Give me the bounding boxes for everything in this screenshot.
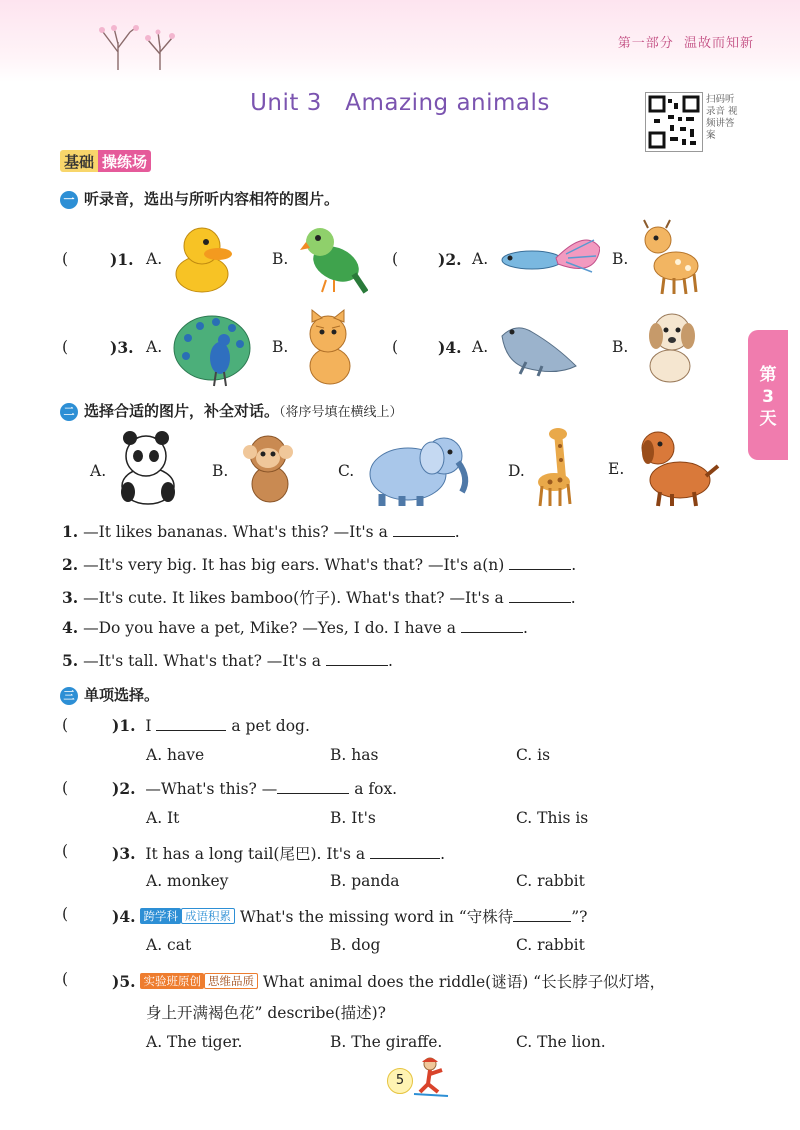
option-label: B.: [612, 250, 629, 268]
answer-blank[interactable]: [277, 779, 349, 794]
answer-paren[interactable]: (: [62, 842, 69, 860]
panda-icon[interactable]: [112, 430, 182, 506]
section-tag-part1: 基础: [60, 150, 98, 172]
picture-label: C.: [338, 462, 355, 480]
mcq-text-line2: 身上开满褐色花” describe(描述)?: [146, 1004, 386, 1022]
mcq-option-c[interactable]: C. rabbit: [516, 936, 585, 954]
mcq-option-c[interactable]: C. is: [516, 746, 551, 764]
dialog-text: —It likes bananas. What's this? —It's a: [83, 523, 388, 541]
dialog-item: [62, 555, 576, 574]
answer-blank[interactable]: [370, 844, 440, 859]
answer-blank[interactable]: [461, 618, 523, 633]
page-title: Unit 3 Amazing animals: [250, 90, 550, 116]
answer-paren[interactable]: (: [62, 970, 69, 988]
picture-label: B.: [212, 462, 229, 480]
mcq-number: )5.: [112, 972, 136, 991]
fish-icon[interactable]: [496, 228, 600, 290]
dialog-number: 4.: [62, 618, 79, 637]
dialog-text: —It's cute. It likes bamboo(竹子). What's that? —It's a: [83, 589, 504, 607]
answer-paren[interactable]: (: [392, 250, 399, 268]
answer-paren[interactable]: (: [62, 338, 69, 356]
section-3-heading: [60, 684, 159, 705]
option-label: B.: [272, 338, 289, 356]
option-label: B.: [612, 338, 629, 356]
answer-paren[interactable]: (: [392, 338, 399, 356]
question-number: )4.: [438, 338, 462, 357]
mcq-option-a[interactable]: A. have: [146, 746, 205, 764]
mcq-text: —What's this? —: [145, 780, 278, 798]
answer-paren[interactable]: (: [62, 250, 69, 268]
mcq-text-end: .: [440, 845, 445, 863]
deer-icon[interactable]: [636, 218, 708, 296]
answer-blank[interactable]: [513, 907, 571, 922]
section-tag: [60, 150, 151, 172]
section-1-title: 听录音，选出与所听内容相符的图片。: [84, 190, 340, 208]
tag-cross-subject: 跨学科: [140, 908, 181, 924]
mcq-text-end: ”?: [571, 908, 588, 926]
duck-icon[interactable]: [172, 222, 234, 294]
section-2-title: 选择合适的图片，补全对话。: [84, 402, 280, 420]
mcq-option-a[interactable]: A. It: [146, 809, 180, 827]
dialog-item: [62, 586, 576, 608]
side-tab-line1: 第: [759, 365, 777, 385]
elephant-icon[interactable]: [362, 428, 474, 508]
mcq-text: What animal does the riddle(谜语) “长长脖子似灯塔，: [262, 973, 666, 991]
header-title: [618, 32, 754, 51]
dialog-end: .: [570, 589, 576, 607]
option-label: A.: [472, 338, 489, 356]
picture-label: A.: [90, 462, 107, 480]
mcq-text: I: [145, 717, 152, 735]
peacock-icon[interactable]: [172, 308, 258, 388]
side-tab-line3: 天: [759, 409, 777, 429]
dialog-end: .: [454, 523, 460, 541]
picture-label: D.: [508, 462, 525, 480]
dialog-number: 3.: [62, 588, 79, 607]
dialog-item: [62, 618, 528, 637]
answer-blank[interactable]: [509, 555, 571, 570]
answer-paren[interactable]: (: [62, 716, 69, 734]
option-label: A.: [472, 250, 489, 268]
option-label: A.: [146, 250, 163, 268]
dialog-text: —It's tall. What's that? —It's a: [83, 652, 322, 670]
mcq-option-a[interactable]: A. The tiger.: [146, 1033, 243, 1051]
qr-caption: 扫码听录音 视频讲答案: [706, 94, 738, 141]
section-2-heading: [60, 400, 403, 421]
header-subtitle: 温故而知新: [683, 36, 754, 51]
answer-blank[interactable]: [326, 651, 388, 666]
mcq-text: It has a long tail(尾巴). It's a: [145, 845, 366, 863]
monkey-icon[interactable]: [236, 430, 300, 506]
mcq-option-b[interactable]: B. The giraffe.: [330, 1033, 443, 1051]
dialog-text: —It's very big. It has big ears. What's that? —It's a(n): [83, 556, 505, 574]
section-3-title: 单项选择。: [84, 686, 160, 704]
mcq-number: )4.: [112, 907, 136, 926]
answer-paren[interactable]: (: [62, 905, 69, 923]
mcq-number: )3.: [112, 844, 136, 863]
mcq-option-b[interactable]: B. panda: [330, 872, 400, 890]
dialog-end: .: [387, 652, 393, 670]
skier-icon: [412, 1056, 450, 1098]
mcq-text-end: a fox.: [354, 780, 398, 798]
mcq-stem: [112, 905, 587, 927]
mcq-stem: [112, 716, 310, 735]
section-1-heading: [60, 188, 339, 209]
qr-code[interactable]: [645, 92, 703, 152]
option-label: A.: [146, 338, 163, 356]
mcq-stem: [112, 970, 665, 992]
mcq-option-a[interactable]: A. monkey: [146, 872, 229, 890]
dialog-item: [62, 651, 393, 670]
mcq-option-c[interactable]: C. The lion.: [516, 1033, 606, 1051]
mcq-option-b[interactable]: B. It's: [330, 809, 376, 827]
mcq-option-c[interactable]: C. This is: [516, 809, 589, 827]
giraffe-icon[interactable]: [530, 426, 576, 508]
dialog-end: .: [571, 556, 577, 574]
question-number: )1.: [110, 250, 134, 269]
picture-label: E.: [608, 460, 625, 478]
tag-idiom: 成语积累: [181, 908, 235, 924]
dialog-number: 1.: [62, 522, 79, 541]
dialog-end: .: [522, 619, 528, 637]
day-side-tab: [748, 330, 788, 460]
mcq-number: )2.: [112, 779, 136, 798]
section-1-number: 一: [60, 191, 78, 209]
dialog-item: [62, 522, 460, 541]
answer-blank[interactable]: [156, 716, 226, 731]
section-2-note: （将序号填在横线上）: [279, 405, 403, 420]
parrot-icon[interactable]: [298, 222, 368, 294]
mcq-option-b[interactable]: B. dog: [330, 936, 381, 954]
mcq-option-b[interactable]: B. has: [330, 746, 379, 764]
section-tag-part2: 操练场: [98, 150, 151, 172]
answer-paren[interactable]: (: [62, 779, 69, 797]
page-number: 5: [387, 1068, 413, 1094]
dialog-number: 5.: [62, 651, 79, 670]
cat-icon[interactable]: [298, 308, 358, 388]
section-2-number: 二: [60, 403, 78, 421]
mcq-number: )1.: [112, 716, 136, 735]
tag-thinking: 思维品质: [204, 973, 258, 989]
option-label: B.: [272, 250, 289, 268]
mcq-stem: [112, 842, 445, 864]
dog-icon[interactable]: [640, 308, 698, 388]
tree-decoration-icon: [88, 22, 183, 72]
mcq-text-end: a pet dog.: [231, 717, 310, 735]
mcq-option-a[interactable]: A. cat: [146, 936, 192, 954]
answer-blank[interactable]: [509, 588, 571, 603]
dog-icon[interactable]: [630, 426, 720, 508]
question-number: )3.: [110, 338, 134, 357]
mcq-option-c[interactable]: C. rabbit: [516, 872, 585, 890]
side-tab-line2: 3: [762, 387, 774, 407]
section-3-number: 三: [60, 687, 78, 705]
dialog-text: —Do you have a pet, Mike? —Yes, I do. I have a: [83, 619, 456, 637]
question-number: )2.: [438, 250, 462, 269]
mcq-stem: [112, 779, 397, 798]
tag-original: 实验班原创: [140, 973, 204, 989]
answer-blank[interactable]: [393, 522, 455, 537]
mcq-text: What's the missing word in “守株待: [239, 908, 514, 926]
header-section: 第一部分: [617, 36, 674, 51]
dialog-number: 2.: [62, 555, 79, 574]
seal-icon[interactable]: [496, 316, 580, 378]
